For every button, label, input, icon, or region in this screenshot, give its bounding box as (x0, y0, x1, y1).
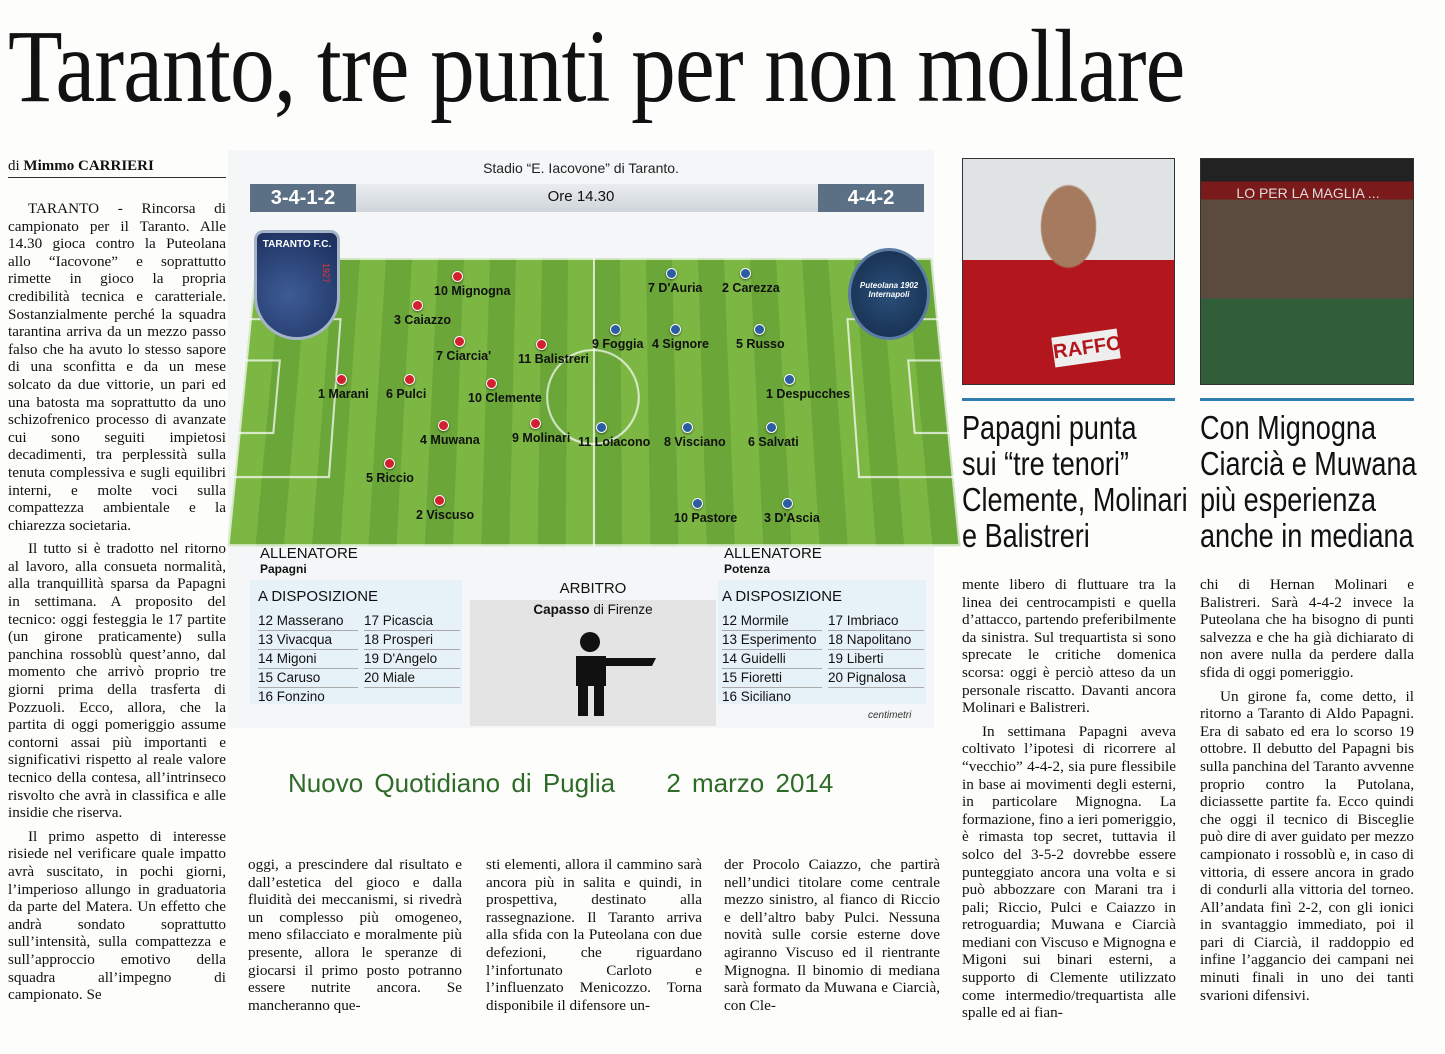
away-coach-block (724, 545, 822, 576)
paragraph: chi di Hernan Molinari e Balistreri. Sarà 4-4-2 invece la Puteolana che ha bisogno di punti salvezza e che ha già dichiarato di non avere nulla da perdere dalla sfida di oggi pomeriggio. (1200, 576, 1414, 681)
home-player-marker (336, 374, 347, 385)
article-column-5 (962, 576, 1176, 1022)
subhead-line: e Balistreri (962, 517, 1090, 554)
byline-author: Mimmo CARRIERI (23, 158, 154, 174)
article-column-4 (724, 856, 940, 1014)
home-player-label: 7 Ciarcia' (436, 349, 492, 363)
subhead-line: Clemente, Molinari (962, 481, 1188, 518)
home-bench-label: A DISPOSIZIONE (258, 588, 379, 605)
away-bench-col-2 (828, 612, 924, 688)
home-player-marker (434, 495, 445, 506)
away-player-label: 8 Visciano (664, 435, 726, 449)
home-player-marker (412, 300, 423, 311)
home-player-marker (486, 378, 497, 389)
article-column-1 (8, 200, 226, 1004)
subhead-line: Con Mignogna (1200, 409, 1377, 446)
bench-player: 17 Imbriaco (828, 612, 924, 631)
away-player-marker (754, 324, 765, 335)
home-coach-block (260, 545, 358, 576)
home-coach-name: Papagni (260, 562, 307, 576)
bench-player: 16 Siciliano (722, 689, 792, 704)
paragraph: der Procolo Caiazzo, che partirà nell’undici titolare come centrale mezzo sinistro, al fianco di Riccio e dell’altro baby Pulci. Nessuna novità sulle corsie esterne dove agiranno Viscuso ed il rientrante Mignogna. Il binomio di mediana sarà formato da Muwana e Ciarcià, con Cle- (724, 856, 940, 1014)
away-player-marker (692, 498, 703, 509)
away-player-marker (610, 324, 621, 335)
away-player-label: 4 Signore (652, 337, 709, 351)
subhead-line: più esperienza (1200, 481, 1377, 518)
away-player-label: 11 Loiacono (578, 435, 651, 449)
home-bench-col-1 (258, 612, 358, 706)
subhead-line: Papagni punta (962, 409, 1137, 446)
subhead-line: sui “tre tenori” (962, 445, 1129, 482)
home-player-label: 1 Marani (318, 387, 369, 401)
paragraph: In settimana Papagni aveva coltivato l’ipotesi di ricorrere al “vecchio” 4-4-2, sia pure flessibile in base ai movimenti degli esterni, in particolare Mignogna. La formazione, fino a ieri pomeriggio, è rimasta top secret, tuttavia il solco del 3-5-2 dovrebbe essere punteggiato ancora una volta e si può abbozzare con Marani tra i pali; Riccio, Pulci e Caiazzo in retroguardia; Muwana e Ciarcià mediani con Viscuso e Mignogna e Migoni sui binari esterni, a supporto di Clemente utilizzato come intermedio/trequartista alle spalle ed ai fian- (962, 722, 1176, 1022)
kickoff-time: Ore 14.30 (547, 188, 615, 205)
bench-player: 18 Prosperi (364, 631, 460, 650)
crest-year: 1927 (321, 263, 331, 284)
home-player-label: 2 Viscuso (416, 508, 475, 522)
home-player-label: 6 Pulci (386, 387, 427, 401)
away-player-label: 6 Salvati (748, 435, 799, 449)
away-coach-name: Potenza (724, 562, 771, 576)
bench-player: 13 Esperimento (722, 631, 822, 650)
bench-player: 13 Vivacqua (258, 631, 358, 650)
accent-rule (962, 398, 1175, 401)
away-player-label: 2 Carezza (722, 281, 780, 295)
referee-box (470, 580, 716, 726)
newspaper-name: Nuovo Quotidiano di Puglia (288, 768, 616, 798)
paragraph: Il tutto si è tradotto nel ritorno al lavoro, alla consueta normalità, alla tranquillità sparsa da Papagni in settimana. A proposito del tecnico: oggi festeggia le 17 partite (un girone praticamente) sulla panchina rossoblù quest’anno, dal momento che arrivò proprio tre giorni prima della trasferta di Pozzuoli. Ecco, allora, che la partita di oggi pomeriggio assume contorni assai più importanti e significativi rispetto al reale valore tecnico della contesa, all’intrinseco risvolto che avrà in classifica e alle insidie che riserva. (8, 540, 226, 822)
article-column-6 (1200, 576, 1414, 1004)
away-player-label: 10 Pastore (674, 511, 738, 525)
away-bench-label: A DISPOSIZIONE (722, 588, 843, 605)
away-player-marker (782, 498, 793, 509)
referee-city: di Firenze (593, 602, 653, 617)
crest-label: TARANTO F.C. (262, 239, 332, 250)
home-player-label: 3 Caiazzo (394, 313, 451, 327)
home-player-label: 4 Muwana (420, 433, 480, 447)
away-player-label: 7 D'Auria (648, 281, 703, 295)
bench-player: 14 Guidelli (722, 650, 822, 669)
away-formation: 4-4-2 (818, 184, 924, 212)
puteolana-crest (848, 248, 930, 340)
paragraph: mente libero di fluttuare tra la linea dei centrocampisti e quella d’attacco, partendo preferibilmente da sinistra. Sul trequartista si sono sprecate le critiche domenica scorsa: oggi è perciò atteso da un personale riscatto. Davanti ancora Molinari e Balistreri. (962, 576, 1176, 717)
paragraph: sti elementi, allora il cammino sarà ancora più in salita e quindi, in prospettiva, destinato alla rassegnazione. Il Taranto arriva alla sfida con la Puteolana con due defezioni, che riguardano l’infortunato Carloto e l’influenzato Menicozzo. Torna disponibile il difensore un- (486, 856, 702, 1014)
player-photo (962, 158, 1175, 385)
sponsor-text: RAFFO (1051, 329, 1121, 368)
stadium-label: Stadio “E. Iacovone” di Taranto. (483, 160, 679, 176)
lineup-graphic (228, 150, 934, 728)
bench-player: 17 Picascia (364, 612, 460, 631)
paragraph: oggi, a prescindere dal risultato e dall’estetica del gioco e dalla fluidità dei meccanismi, si rivedrà un complesso più omogeneo, meno sfilacciato e moralmente più presente, allora le speranze di giocarsi il primo posto potranno essere nutrite ancora. Se mancheranno que- (248, 856, 462, 1014)
bench-player: 12 Masserano (258, 612, 358, 631)
headline: Taranto, tre punti per non mollare (8, 9, 1185, 124)
crest-label: Puteolana 1902 Internapoli (859, 281, 919, 299)
subhead-line: anche in mediana (1200, 517, 1414, 554)
coach-label: ALLENATORE (260, 545, 358, 562)
home-player-marker (404, 374, 415, 385)
bench-player: 15 Caruso (258, 669, 358, 688)
accent-rule (1200, 398, 1414, 401)
bench-player: 19 D'Angelo (364, 650, 460, 669)
away-player-marker (670, 324, 681, 335)
bench-player: 19 Liberti (828, 650, 924, 669)
publication-date: 2 marzo 2014 (666, 768, 834, 798)
home-bench-col-2 (364, 612, 460, 688)
bench-player: 15 Fioretti (722, 669, 822, 688)
away-player-label: 5 Russo (736, 337, 785, 351)
away-player-label: 1 Despucches (766, 387, 851, 401)
away-player-marker (740, 268, 751, 279)
bench-player: 20 Miale (364, 669, 460, 688)
home-player-label: 10 Mignogna (434, 284, 511, 298)
away-player-label: 9 Foggia (592, 337, 644, 351)
home-player-marker (536, 339, 547, 350)
stadium-crowd-photo (1200, 158, 1414, 385)
away-player-marker (766, 422, 777, 433)
home-player-label: 5 Riccio (366, 471, 414, 485)
bench-player: 12 Mormile (722, 612, 822, 631)
article-column-2 (248, 856, 462, 1014)
referee-name-line (470, 602, 716, 617)
subhead-left (962, 410, 1188, 554)
referee-name: Capasso (533, 602, 590, 617)
paragraph: Un girone fa, come detto, il ritorno a Taranto di Aldo Papagni. Era di sabato ed era lo scorso 19 ottobre. Il debutto del Papagni bis sulla panchina del Taranto avvenne proprio contro la Putolana, diciassette partite fa. Ecco quindi che oggi il tecnico di Bisceglie può dire di aver guidato per mezzo campionato i rossoblù e, in caso di vittoria, di essere ancora in grado di condurli alla vittoria del torneo. All’andata finì 2-2, con gli ionici in svantaggio immediato, poi il pari di Ciarcià, il raddoppio ed infine l’aggancio dei campani nei minuti finali in uno dei tanti svarioni difensivi. (1200, 687, 1414, 1004)
away-player-marker (784, 374, 795, 385)
away-player-marker (596, 422, 607, 433)
home-formation: 3-4-1-2 (250, 184, 356, 212)
bench-player: 16 Fonzino (258, 689, 325, 704)
byline (8, 158, 226, 178)
referee-icon (562, 628, 662, 718)
subhead-right (1200, 410, 1417, 554)
home-player-marker (530, 418, 541, 429)
bench-player: 18 Napolitano (828, 631, 924, 650)
bench-player: 14 Migoni (258, 650, 358, 669)
credit: centimetri (868, 710, 912, 721)
home-player-label: 11 Balistreri (518, 352, 589, 366)
coach-label: ALLENATORE (724, 545, 822, 562)
source-line (288, 768, 833, 799)
referee-label: ARBITRO (559, 580, 627, 597)
home-player-label: 9 Molinari (512, 431, 571, 445)
away-player-marker (666, 268, 677, 279)
home-player-marker (452, 271, 463, 282)
paragraph: TARANTO - Rincorsa di campionato per il Taranto. Alle 14.30 gioca contro la Puteolana allo “Iacovone” e soprattutto rimette in gioco la propria credibilità tecnica e caratteriale. Sostanzialmente perché la squadra tarantina arriva da un mezzo passo falso che ha avuto lo stesso sapore di una sconfitta e da un mese solcato da due vittorie, un pari ed una batosta ma soprattutto da uno schizofrenico processo di avanzate cui sono seguiti impietosi decadimenti, tra perplessità sulla tenuta complessiva e sugli equilibri interni, e molte voci sulla compattezza ambientale e la chiarezza societaria. (8, 200, 226, 534)
home-player-label: 10 Clemente (468, 391, 542, 405)
banner-text: LO PER LA MAGLIA ... (1236, 185, 1380, 201)
home-player-marker (454, 336, 465, 347)
bench-player: 20 Pignalosa (828, 669, 924, 688)
away-player-label: 3 D'Ascia (764, 511, 820, 525)
subhead-line: Ciarcià e Muwana (1200, 445, 1417, 482)
taranto-crest (254, 230, 340, 340)
away-bench-col-1 (722, 612, 822, 706)
away-player-marker (682, 422, 693, 433)
home-player-marker (384, 458, 395, 469)
article-column-3 (486, 856, 702, 1014)
byline-prefix: di (8, 158, 20, 174)
home-player-marker (438, 420, 449, 431)
paragraph: Il primo aspetto di interesse risiede nel verificare quale impatto avrà suscitato, in pochi giorni, l’imperioso allungo in graduatoria da parte del Matera. Un effetto che andrà sondato soprattutto sull’intensità, sulla compattezza e sull’approccio emotivo della squadra all’impegno di campionato. Se (8, 827, 226, 1004)
